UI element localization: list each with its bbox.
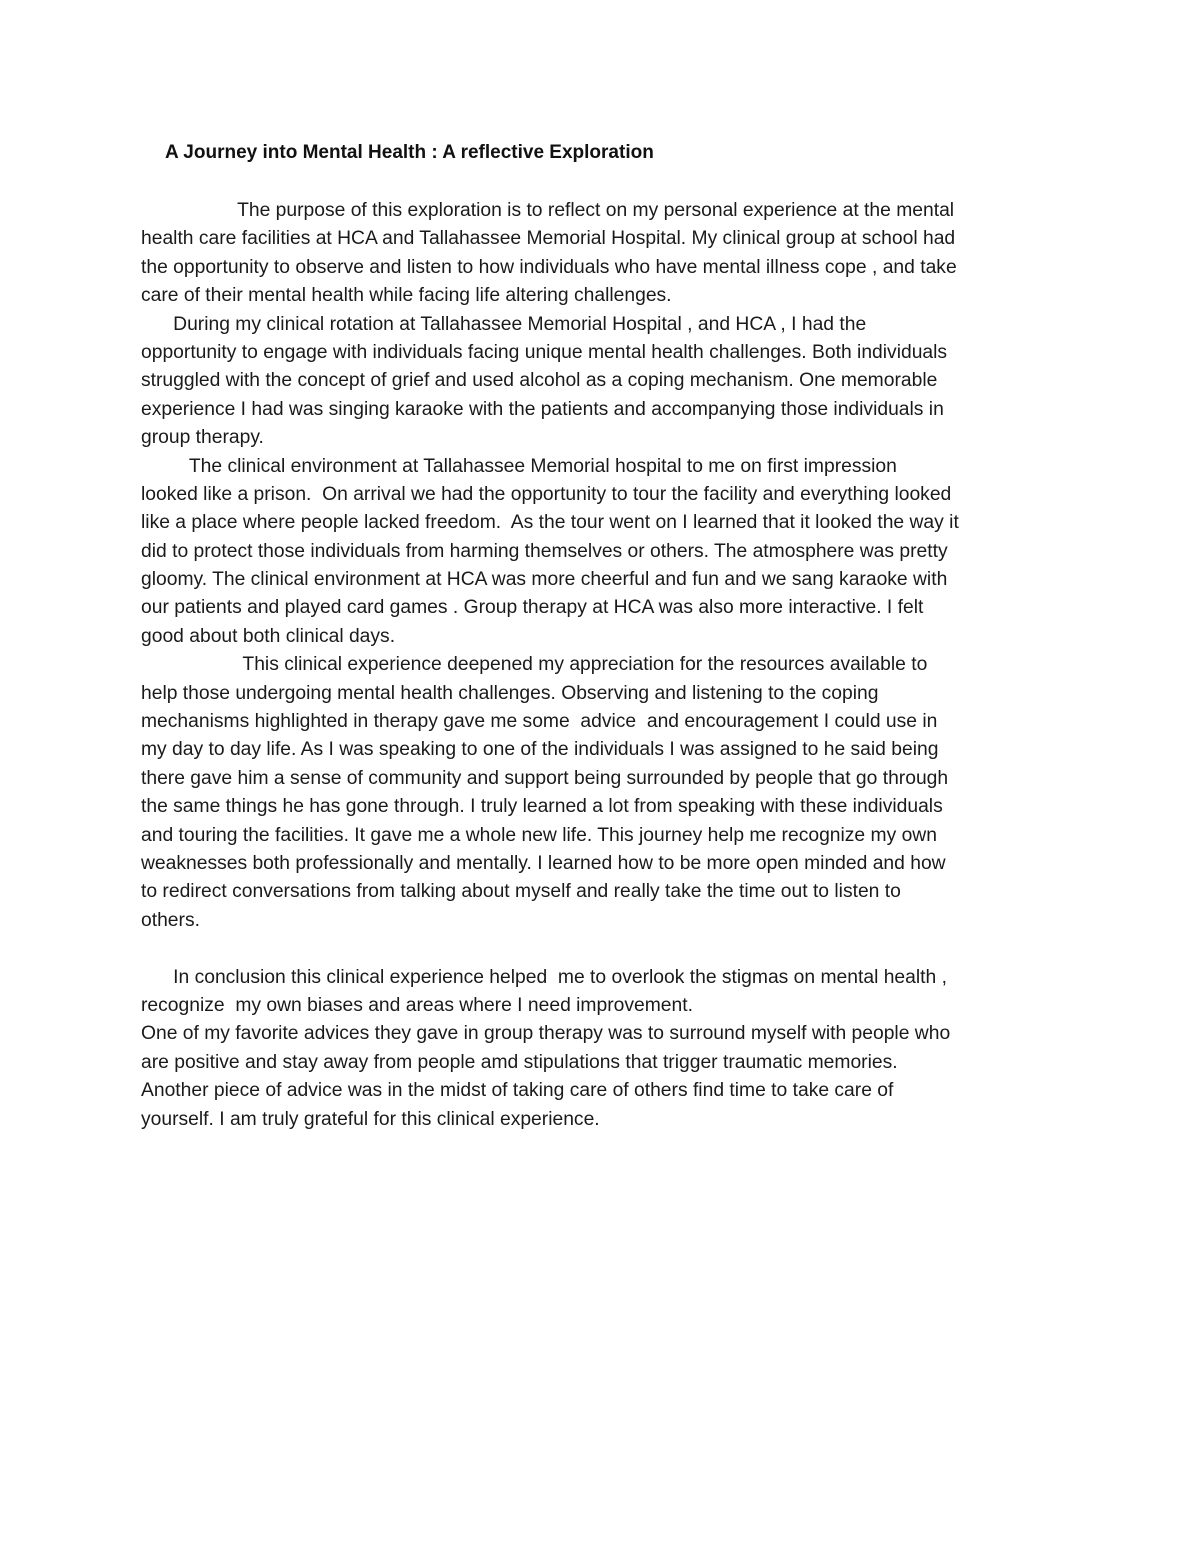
body-text-line: One of my favorite advices they gave in group therapy was to surround myself with people who	[141, 1023, 951, 1045]
body-text-line: to redirect conversations from talking about myself and really take the time out to listen to	[141, 881, 901, 903]
body-text-line: opportunity to engage with individuals facing unique mental health challenges. Both individuals	[141, 341, 948, 363]
body-text-line: The clinical environment at Tallahassee Memorial hospital to me on first impression	[141, 455, 897, 477]
body-text-line: gloomy. The clinical environment at HCA was more cheerful and fun and we sang karaoke with	[141, 569, 948, 591]
body-text-line: there gave him a sense of community and support being surrounded by people that go through	[141, 767, 949, 789]
blank-line	[141, 935, 1101, 963]
body-text-line: our patients and played card games . Group therapy at HCA was also more interactive. I felt	[141, 597, 924, 619]
body-text-line: care of their mental health while facing life altering challenges.	[141, 285, 672, 307]
body-text-line: Another piece of advice was in the midst of taking care of others find time to take care of	[141, 1080, 894, 1102]
body-text-line: struggled with the concept of grief and used alcohol as a coping mechanism. One memorable	[141, 370, 938, 392]
body-text-line: group therapy.	[141, 427, 264, 449]
body-text-line: The purpose of this exploration is to reflect on my personal experience at the mental	[141, 200, 955, 221]
body-text-line: my day to day life. As I was speaking to one of the individuals I was assigned to he said being	[141, 739, 939, 761]
body-text-line: the same things he has gone through. I truly learned a lot from speaking with these individuals	[141, 796, 943, 818]
body-text-line: health care facilities at HCA and Tallahassee Memorial Hospital. My clinical group at school had	[141, 228, 956, 250]
body-text-line: This clinical experience deepened my appreciation for the resources available to	[141, 654, 928, 676]
body-text-line: experience I had was singing karaoke with the patients and accompanying those individuals in	[141, 398, 944, 420]
body-text-line: mechanisms highlighted in therapy gave me some advice and encouragement I could use in	[141, 711, 938, 733]
body-text-line: looked like a prison. On arrival we had the opportunity to tour the facility and everything looked	[141, 483, 952, 505]
body-text-line: During my clinical rotation at Tallahassee Memorial Hospital , and HCA , I had the	[141, 313, 867, 335]
document-title: A Journey into Mental Health : A reflective Exploration	[165, 142, 654, 163]
body-text-line: and touring the facilities. It gave me a whole new life. This journey help me recognize my own	[141, 824, 937, 846]
body-text-line: like a place where people lacked freedom. As the tour went on I learned that it looked the way it	[141, 512, 959, 534]
body-text-line: good about both clinical days.	[141, 625, 396, 647]
body-text-line: yourself. I am truly grateful for this clinical experience.	[141, 1108, 600, 1130]
body-text-line: help those undergoing mental health challenges. Observing and listening to the coping	[141, 682, 879, 704]
document-body	[141, 197, 1101, 1134]
body-text-line: weaknesses both professionally and mentally. I learned how to be more open minded and how	[141, 852, 946, 874]
body-text-line: recognize my own biases and areas where I need improvement.	[141, 994, 693, 1016]
body-text-line: the opportunity to observe and listen to how individuals who have mental illness cope , and take	[141, 256, 957, 278]
body-text-line: did to protect those individuals from harming themselves or others. The atmosphere was pretty	[141, 540, 948, 562]
body-text-line: others.	[141, 909, 200, 931]
body-text-line: are positive and stay away from people amd stipulations that trigger traumatic memories.	[141, 1051, 898, 1073]
body-text-line: In conclusion this clinical experience helped me to overlook the stigmas on mental health ,	[141, 966, 947, 988]
